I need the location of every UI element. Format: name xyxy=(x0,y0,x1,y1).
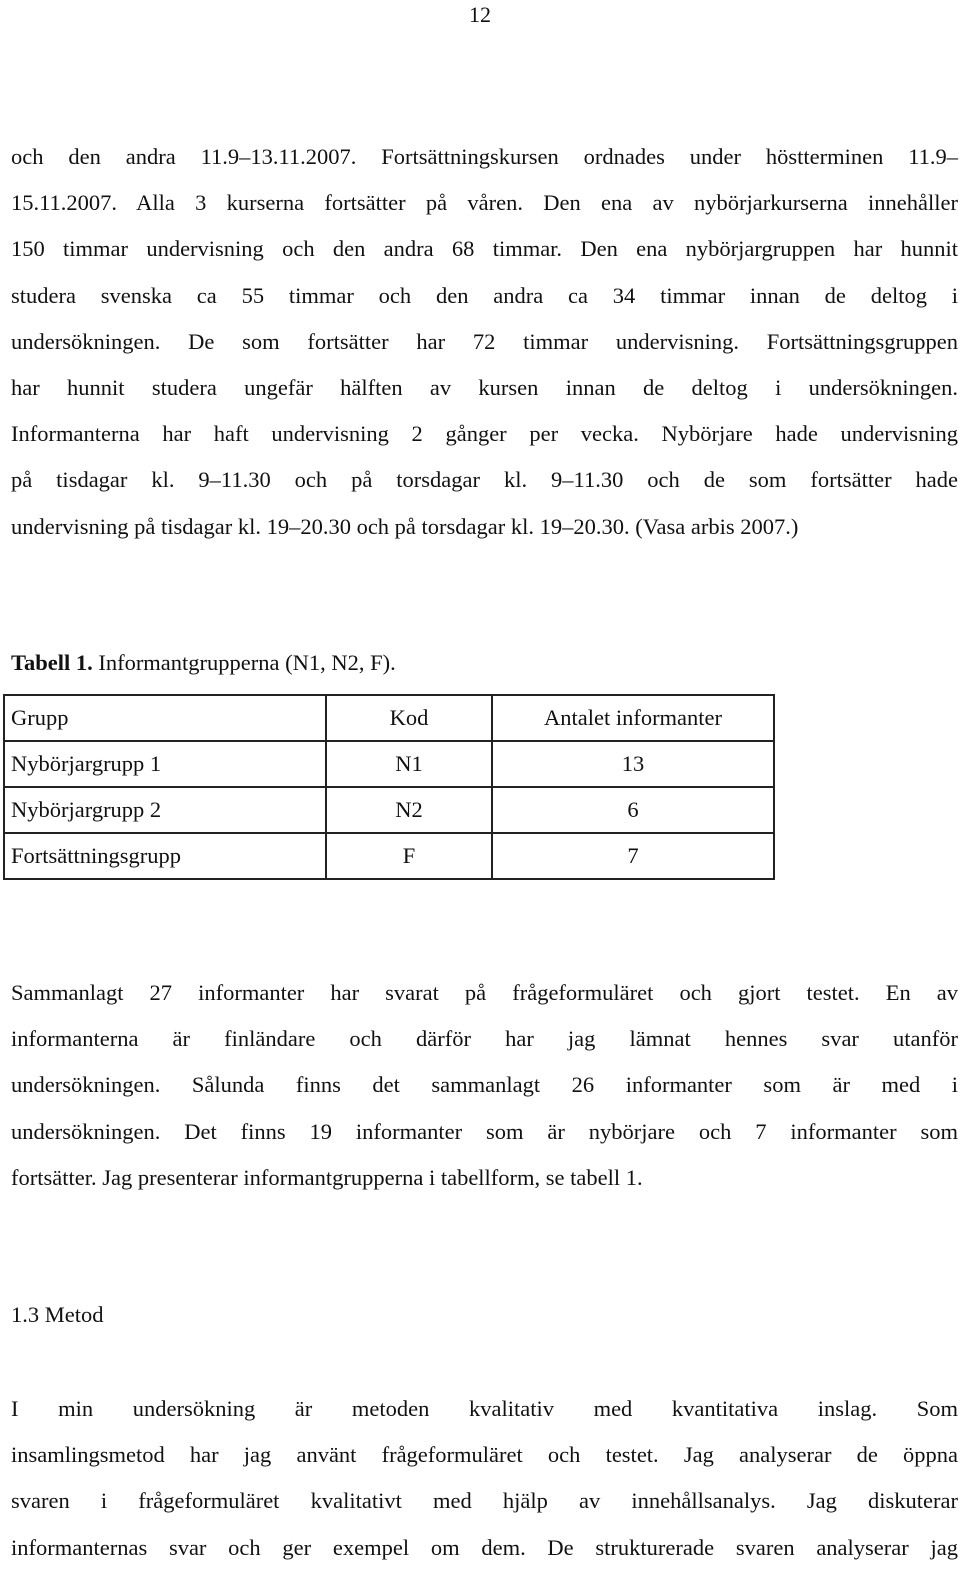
text-line: informanternas svar och ger exempel om dem. De strukturerade svaren analyserar jag xyxy=(11,1534,958,1560)
text-line: undervisning på tisdagar kl. 19–20.30 och på torsdagar kl. 19–20.30. (Vasa arbis 2007.) xyxy=(11,513,799,539)
page-number: 12 xyxy=(469,2,491,27)
table-cell: Nybörjargrupp 2 xyxy=(4,787,326,833)
table-cell: Nybörjargrupp 1 xyxy=(4,741,326,787)
table-caption-label: Tabell 1. xyxy=(11,650,93,675)
table-cell: 7 xyxy=(492,833,774,879)
section-heading-metod: 1.3 Metod xyxy=(11,1302,104,1327)
table-row xyxy=(4,833,774,879)
text-line: undersökningen. Sålunda finns det sammanlagt 26 informanter som är med i xyxy=(11,1072,958,1098)
text-line: och den andra 11.9–13.11.2007. Fortsättningskursen ordnades under höstterminen 11.9– xyxy=(11,144,958,169)
text-line: I min undersökning är metoden kvalitativ med kvantitativa inslag. Som xyxy=(11,1396,958,1421)
table-caption xyxy=(11,648,396,678)
table-row xyxy=(4,741,774,787)
table-caption-text: Informantgrupperna (N1, N2, F). xyxy=(92,650,396,675)
paragraph-method xyxy=(11,1386,958,1571)
text-line: studera svenska ca 55 timmar och den andra ca 34 timmar innan de deltog i xyxy=(11,282,958,308)
text-line: undersökningen. Det finns 19 informanter som är nybörjare och 7 informanter som xyxy=(11,1118,958,1144)
paragraph-course-schedule xyxy=(11,134,958,550)
table-cell: 6 xyxy=(492,787,774,833)
table-cell: F xyxy=(326,833,492,879)
text-line: insamlingsmetod har jag använt frågeformuläret och testet. Jag analyserar de öppna xyxy=(11,1442,958,1468)
table-cell: Fortsättningsgrupp xyxy=(4,833,326,879)
header-cell-antalet: Antalet informanter xyxy=(492,695,774,741)
text-line: informanterna är finländare och därför har jag lämnat hennes svar utanför xyxy=(11,1026,958,1052)
text-line: fortsätter. Jag presenterar informantgrupperna i tabellform, se tabell 1. xyxy=(11,1164,643,1190)
text-line: undersökningen. De som fortsätter har 72 timmar undervisning. Fortsättningsgruppen xyxy=(11,328,958,354)
text-line: Informanterna har haft undervisning 2 gånger per vecka. Nybörjare hade undervisning xyxy=(11,421,958,447)
table-cell: N2 xyxy=(326,787,492,833)
text-line: på tisdagar kl. 9–11.30 och på torsdagar kl. 9–11.30 och de som fortsätter hade xyxy=(11,467,958,493)
informant-groups-table xyxy=(3,694,775,880)
text-line: har hunnit studera ungefär hälften av kursen innan de deltog i undersökningen. xyxy=(11,375,958,401)
paragraph-informant-count xyxy=(11,970,958,1201)
table-cell: N1 xyxy=(326,741,492,787)
text-line: 150 timmar undervisning och den andra 68 timmar. Den ena nybörjargruppen har hunnit xyxy=(11,236,958,262)
text-line: Sammanlagt 27 informanter har svarat på frågeformuläret och gjort testet. En av xyxy=(11,980,958,1005)
text-line: svaren i frågeformuläret kvalitativt med hjälp av innehållsanalys. Jag diskuterar xyxy=(11,1488,958,1514)
text-line: 15.11.2007. Alla 3 kurserna fortsätter på våren. Den ena av nybörjarkurserna innehåller xyxy=(11,190,958,216)
table-cell: 13 xyxy=(492,741,774,787)
header-cell-kod: Kod xyxy=(326,695,492,741)
table-row xyxy=(4,787,774,833)
header-cell-grupp: Grupp xyxy=(4,695,326,741)
table-header-row xyxy=(4,695,774,741)
